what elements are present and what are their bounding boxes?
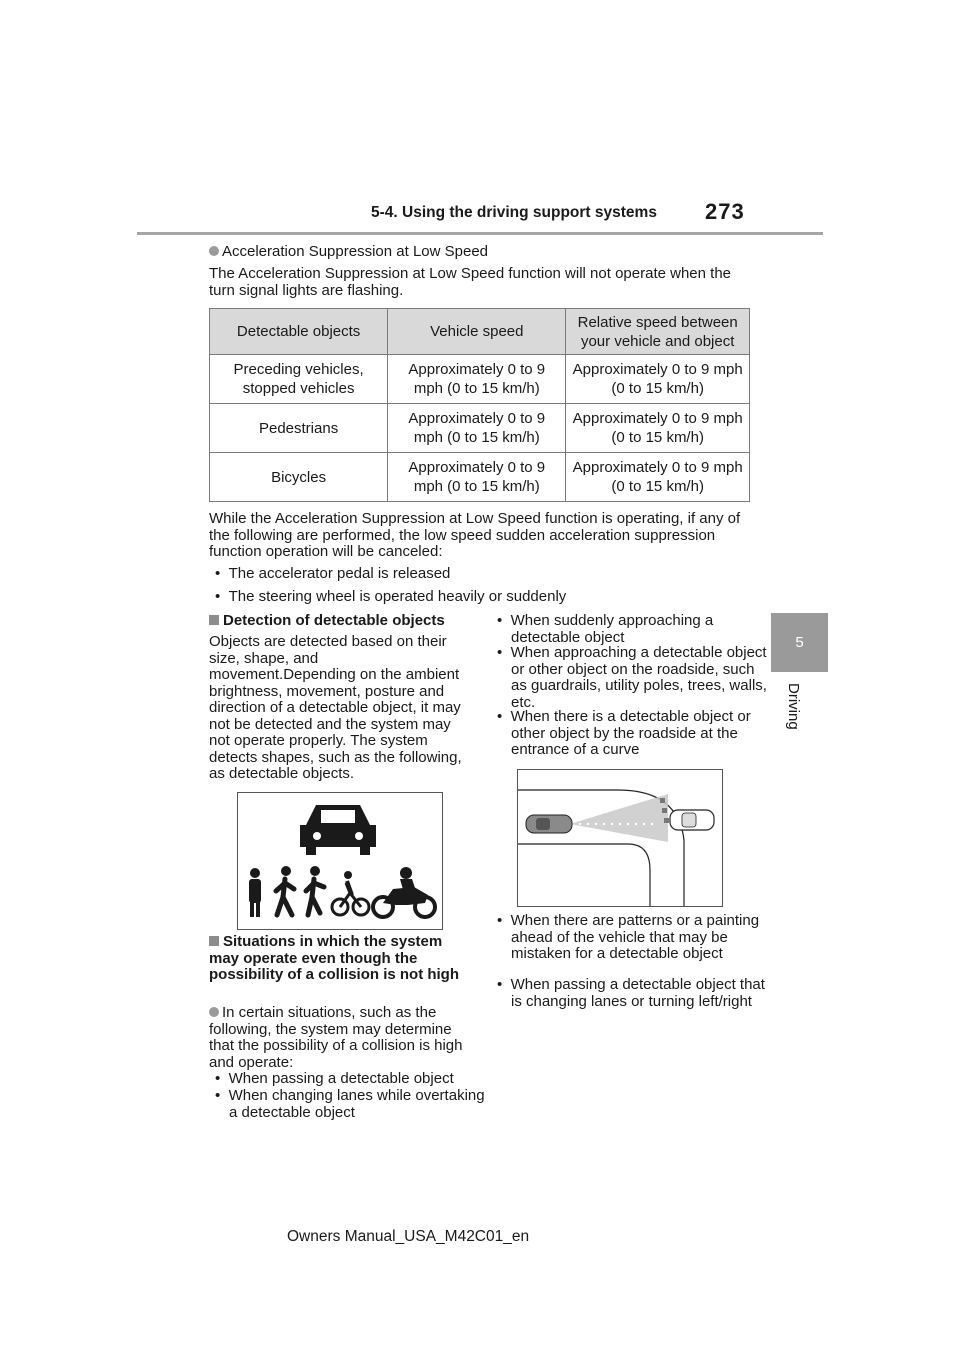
list-item: • When there are patterns or a painting ahead of the vehicle that may be mistaken for a detectable object	[497, 912, 760, 962]
list-item: • The accelerator pedal is released	[215, 565, 451, 582]
table-header-cell: Detectable objects	[210, 309, 388, 355]
table-cell: Bicycles	[210, 453, 388, 502]
circle-bullet-icon	[209, 246, 219, 256]
list-item-text: When approaching a detectable object or other object on the roadside, such as guardrails, utility poles, trees, walls, etc.	[510, 644, 767, 711]
list-item: • When suddenly approaching a detectable object	[497, 612, 714, 646]
detection-heading-text: Detection of detectable objects	[223, 612, 445, 629]
page-number: 273	[705, 199, 745, 224]
table-header-cell: Relative speed between your vehicle and object	[566, 309, 750, 355]
situations-heading	[209, 934, 474, 984]
table-cell: Approximately 0 to 9 mph (0 to 15 km/h)	[388, 453, 566, 502]
detectable-objects-figure	[237, 792, 443, 930]
table-row	[210, 355, 750, 404]
circle-bullet-icon	[209, 1007, 219, 1017]
list-item-text: When passing a detectable object that is changing lanes or turning left/right	[510, 976, 765, 1010]
list-item: • The steering wheel is operated heavily or suddenly	[215, 588, 567, 605]
table-row	[210, 453, 750, 502]
intro-heading	[209, 244, 754, 261]
table-cell: Approximately 0 to 9 mph (0 to 15 km/h)	[566, 453, 750, 502]
table-cell: Pedestrians	[210, 404, 388, 453]
table-cell: Approximately 0 to 9 mph (0 to 15 km/h)	[388, 404, 566, 453]
footer-manual-id: Owners Manual_USA_M42C01_en	[287, 1228, 530, 1245]
road-edge-line	[518, 844, 650, 906]
list-item-text: The accelerator pedal is released	[228, 565, 451, 582]
sensor-beam-icon	[570, 794, 668, 842]
detected-vehicle-icon	[670, 810, 714, 830]
list-item: • When passing a detectable object	[215, 1070, 454, 1087]
intro-heading-text: Acceleration Suppression at Low Speed	[222, 243, 489, 260]
intro-paragraph: The Acceleration Suppression at Low Speed function will not operate when the turn signal lights are flashing.	[209, 265, 731, 299]
table-cell: Approximately 0 to 9 mph (0 to 15 km/h)	[566, 404, 750, 453]
table-row	[210, 404, 750, 453]
list-item-text: When changing lanes while overtaking a detectable object	[228, 1087, 485, 1121]
pedestrian-icon	[249, 868, 261, 917]
bicycle-icon	[332, 871, 369, 915]
child-pedestrian-icon	[306, 866, 324, 915]
list-item: • When changing lanes while overtaking a detectable object	[215, 1087, 485, 1121]
table-header-row	[210, 309, 750, 355]
detection-paragraph: Objects are detected based on their size, shape, and movement.Depending on the ambient brightness, movement, posture and direction of a detectable object, it may not be detected and the system may not operate properly. The system detects shapes, such as the following, as detectable objects.	[209, 633, 462, 782]
detection-heading	[209, 613, 474, 630]
list-item-text: When there are patterns or a painting ahead of the vehicle that may be mistaken for a detectable object	[510, 912, 760, 962]
list-item-text: When there is a detectable object or other object by the roadside at the entrance of a curve	[510, 708, 751, 758]
cancel-paragraph: While the Acceleration Suppression at Low Speed function is operating, if any of the following are performed, the low speed sudden acceleration suppression function operation will be canceled:	[209, 510, 741, 560]
table-header-cell: Vehicle speed	[388, 309, 566, 355]
list-item: • When approaching a detectable object or other object on the roadside, such as guardrails, utility poles, trees, walls, etc.	[497, 644, 767, 711]
list-item-text: The steering wheel is operated heavily or suddenly	[228, 588, 567, 605]
list-item: • When passing a detectable object that is changing lanes or turning left/right	[497, 976, 765, 1010]
situations-intro-text: In certain situations, such as the following, the system may determine that the possibility of a collision is high and operate:	[209, 1004, 463, 1071]
walking-pedestrian-icon	[276, 866, 294, 915]
list-item-text: When passing a detectable object	[228, 1070, 454, 1087]
square-bullet-icon	[209, 615, 219, 625]
situations-heading-text: Situations in which the system may operate even though the possibility of a collision is not high	[209, 933, 460, 983]
motorcycle-icon	[373, 867, 435, 917]
square-bullet-icon	[209, 936, 219, 946]
table-cell: Preceding vehicles, stopped vehicles	[210, 355, 388, 404]
detectable-objects-table	[209, 308, 750, 502]
header-rule	[137, 232, 823, 235]
chapter-label: Driving	[785, 683, 802, 730]
table-cell: Approximately 0 to 9 mph (0 to 15 km/h)	[566, 355, 750, 404]
own-vehicle-icon	[526, 815, 572, 833]
section-title: 5-4. Using the driving support systems	[371, 204, 657, 221]
list-item-text: When suddenly approaching a detectable object	[510, 612, 714, 646]
table-cell: Approximately 0 to 9 mph (0 to 15 km/h)	[388, 355, 566, 404]
curve-scenario-figure	[517, 769, 723, 907]
car-icon	[300, 805, 376, 855]
chapter-tab: 5	[771, 613, 828, 672]
situations-intro	[209, 1005, 471, 1071]
list-item: • When there is a detectable object or other object by the roadside at the entrance of a curve	[497, 708, 751, 758]
